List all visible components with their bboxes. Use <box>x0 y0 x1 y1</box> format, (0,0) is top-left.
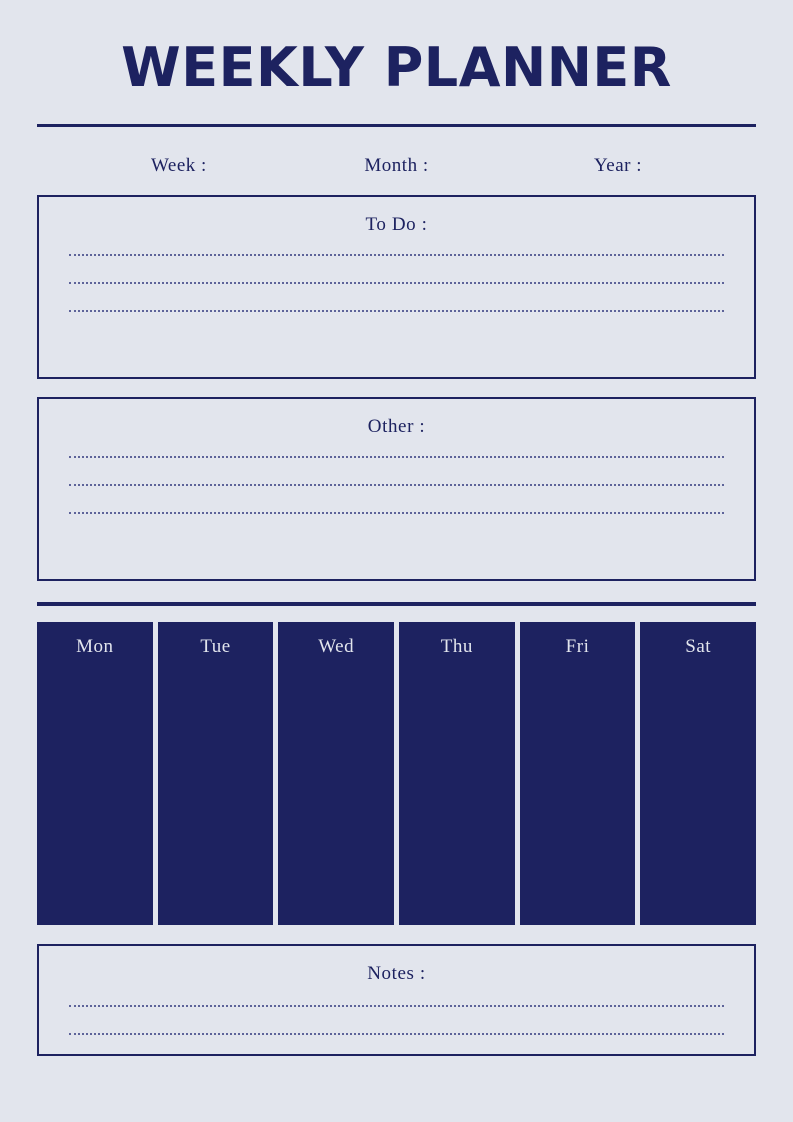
notes-section <box>37 944 756 1056</box>
days-grid <box>37 622 756 925</box>
todo-write-line[interactable] <box>69 282 724 284</box>
month-field-label[interactable]: Month : <box>364 155 429 177</box>
year-field-label[interactable]: Year : <box>593 155 643 177</box>
meta-row <box>37 155 756 177</box>
day-column-thu[interactable] <box>399 622 515 925</box>
notes-title: Notes : <box>367 963 426 985</box>
day-column-sat[interactable] <box>640 622 756 925</box>
page-title: WEEKLY PLANNER <box>121 36 672 99</box>
other-write-line[interactable] <box>69 484 724 486</box>
day-column-wed[interactable] <box>278 622 394 925</box>
day-column-fri[interactable] <box>520 622 636 925</box>
week-field-label[interactable]: Week : <box>151 155 207 177</box>
day-label: Tue <box>200 636 231 658</box>
day-column-mon[interactable] <box>37 622 153 925</box>
notes-write-line[interactable] <box>69 1005 724 1007</box>
day-label: Wed <box>318 636 355 658</box>
other-section <box>37 397 756 581</box>
todo-write-line[interactable] <box>69 310 724 312</box>
day-label: Fri <box>565 636 590 658</box>
day-label: Thu <box>440 636 473 658</box>
title-divider <box>37 124 756 127</box>
other-write-line[interactable] <box>69 512 724 514</box>
todo-title: To Do : <box>365 214 428 236</box>
day-column-tue[interactable] <box>158 622 274 925</box>
notes-write-line[interactable] <box>69 1033 724 1035</box>
day-label: Mon <box>76 636 114 658</box>
todo-section <box>37 195 756 379</box>
other-write-line[interactable] <box>69 456 724 458</box>
todo-write-line[interactable] <box>69 254 724 256</box>
section-divider <box>37 602 756 606</box>
other-title: Other : <box>367 416 426 438</box>
day-label: Sat <box>685 636 712 658</box>
